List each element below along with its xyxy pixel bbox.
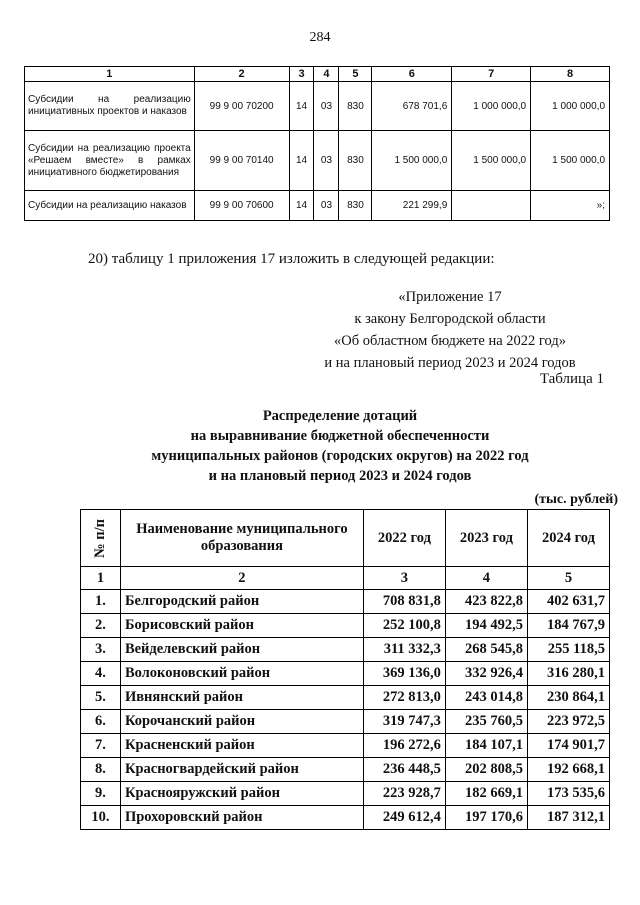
subsidies-table: [24, 66, 610, 221]
row-c7: 1 500 000,0: [452, 131, 531, 191]
table-row: [81, 614, 610, 638]
row-c5: 830: [339, 131, 372, 191]
row-2024: 316 280,1: [527, 662, 609, 686]
row-2023: 332 926,4: [445, 662, 527, 686]
row-2023: 184 107,1: [445, 734, 527, 758]
row-number: 5.: [81, 686, 121, 710]
row-name: Красненский район: [120, 734, 363, 758]
row-name: Субсидии на реализацию проекта «Решаем вместе» в рамках инициативного бюджетирования: [25, 131, 195, 191]
col-number: 2: [120, 567, 363, 590]
col-header-2022: 2022 год: [363, 510, 445, 567]
row-name: Прохоровский район: [120, 806, 363, 830]
row-2022: 708 831,8: [363, 590, 445, 614]
row-2022: 272 813,0: [363, 686, 445, 710]
row-2022: 311 332,3: [363, 638, 445, 662]
table-row: [81, 758, 610, 782]
row-number: 6.: [81, 710, 121, 734]
row-number: 1.: [81, 590, 121, 614]
col-number: 5: [527, 567, 609, 590]
table-row: [25, 82, 610, 131]
row-2024: 402 631,7: [527, 590, 609, 614]
table-row: [81, 734, 610, 758]
row-name: Красногвардейский район: [120, 758, 363, 782]
row-number: 10.: [81, 806, 121, 830]
table-title: [80, 406, 600, 486]
row-2022: 369 136,0: [363, 662, 445, 686]
row-c8: »;: [531, 191, 610, 221]
col-header-name: Наименование муниципального образования: [120, 510, 363, 567]
page-number: 284: [309, 30, 331, 45]
row-2022: 223 928,7: [363, 782, 445, 806]
row-2024: 223 972,5: [527, 710, 609, 734]
row-c8: 1 000 000,0: [531, 82, 610, 131]
row-2024: 192 668,1: [527, 758, 609, 782]
row-number: 4.: [81, 662, 121, 686]
row-c8: 1 500 000,0: [531, 131, 610, 191]
col-header-number-text: № п/п: [91, 518, 108, 558]
title-line: муниципальных районов (городских округов) на 2022 год: [151, 448, 529, 464]
row-2023: 423 822,8: [445, 590, 527, 614]
col-number: 4: [445, 567, 527, 590]
row-c3: 14: [289, 82, 314, 131]
row-2024: 255 118,5: [527, 638, 609, 662]
grants-table: [80, 509, 610, 830]
row-2022: 196 272,6: [363, 734, 445, 758]
table-label: Таблица 1: [539, 371, 604, 387]
row-c3: 14: [289, 191, 314, 221]
table-row: [81, 686, 610, 710]
row-c4: 03: [314, 82, 339, 131]
row-2022: 249 612,4: [363, 806, 445, 830]
table-row: [25, 131, 610, 191]
col-header-2023: 2023 год: [445, 510, 527, 567]
table-row: [81, 806, 610, 830]
row-2022: 319 747,3: [363, 710, 445, 734]
row-c6: 221 299,9: [372, 191, 452, 221]
row-2024: 174 901,7: [527, 734, 609, 758]
title-line: и на плановый период 2023 и 2024 годов: [208, 468, 472, 484]
row-name: Субсидии на реализацию инициативных проектов и наказов: [25, 82, 195, 131]
table-row: [25, 191, 610, 221]
row-c4: 03: [314, 191, 339, 221]
appendix-line: «Приложение 17: [398, 289, 502, 305]
table-row: [81, 662, 610, 686]
appendix-line: «Об областном бюджете на 2022 год»: [334, 333, 566, 349]
row-2023: 268 545,8: [445, 638, 527, 662]
row-2022: 236 448,5: [363, 758, 445, 782]
grants-header-row: [81, 510, 610, 567]
row-2023: 182 669,1: [445, 782, 527, 806]
units-label: (тыс. рублей): [534, 492, 618, 507]
row-2022: 252 100,8: [363, 614, 445, 638]
table-row: [81, 590, 610, 614]
row-2023: 202 808,5: [445, 758, 527, 782]
col-header-number: [81, 510, 121, 567]
row-number: 7.: [81, 734, 121, 758]
row-name: Борисовский район: [120, 614, 363, 638]
row-name: Ивнянский район: [120, 686, 363, 710]
row-name: Корочанский район: [120, 710, 363, 734]
row-number: 9.: [81, 782, 121, 806]
title-line: на выравнивание бюджетной обеспеченности: [190, 428, 490, 444]
row-name: Вейделевский район: [120, 638, 363, 662]
row-name: Краснояружский район: [120, 782, 363, 806]
row-c3: 14: [289, 131, 314, 191]
title-line: Распределение дотаций: [262, 408, 418, 424]
row-name: Волоконовский район: [120, 662, 363, 686]
appendix-line: к закону Белгородской области: [354, 311, 546, 327]
col-header: 4: [314, 67, 339, 82]
row-c5: 830: [339, 191, 372, 221]
col-header: 3: [289, 67, 314, 82]
col-header: 5: [339, 67, 372, 82]
row-c7: 1 000 000,0: [452, 82, 531, 131]
subsidies-header-row: [25, 67, 610, 82]
row-2023: 235 760,5: [445, 710, 527, 734]
row-number: 2.: [81, 614, 121, 638]
row-2023: 243 014,8: [445, 686, 527, 710]
column-numbers-row: [81, 567, 610, 590]
col-header-2024: 2024 год: [527, 510, 609, 567]
table-row: [81, 710, 610, 734]
row-number: 3.: [81, 638, 121, 662]
table-row: [81, 782, 610, 806]
row-2023: 194 492,5: [445, 614, 527, 638]
row-name: Субсидии на реализацию наказов: [25, 191, 195, 221]
row-c6: 1 500 000,0: [372, 131, 452, 191]
row-c6: 678 701,6: [372, 82, 452, 131]
row-number: 8.: [81, 758, 121, 782]
row-code: 99 9 00 70140: [194, 131, 289, 191]
row-2024: 173 535,6: [527, 782, 609, 806]
row-code: 99 9 00 70600: [194, 191, 289, 221]
appendix-header: [300, 286, 600, 374]
col-header: 6: [372, 67, 452, 82]
row-2024: 187 312,1: [527, 806, 609, 830]
row-c5: 830: [339, 82, 372, 131]
table-row: [81, 638, 610, 662]
row-2024: 184 767,9: [527, 614, 609, 638]
appendix-line: и на плановый период 2023 и 2024 годов: [324, 355, 576, 371]
row-c4: 03: [314, 131, 339, 191]
row-c7: [452, 191, 531, 221]
col-header: 7: [452, 67, 531, 82]
col-header: 8: [531, 67, 610, 82]
col-number: 1: [81, 567, 121, 590]
col-header: 2: [194, 67, 289, 82]
row-code: 99 9 00 70200: [194, 82, 289, 131]
amendment-paragraph: 20) таблицу 1 приложения 17 изложить в следующей редакции:: [88, 251, 495, 267]
col-header: 1: [25, 67, 195, 82]
row-name: Белгородский район: [120, 590, 363, 614]
col-number: 3: [363, 567, 445, 590]
row-2024: 230 864,1: [527, 686, 609, 710]
row-2023: 197 170,6: [445, 806, 527, 830]
